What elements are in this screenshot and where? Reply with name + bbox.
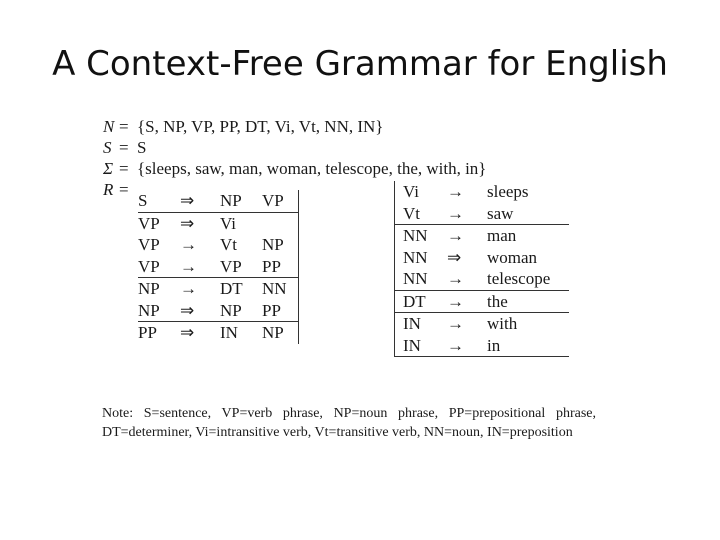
rule-arrow: →	[180, 235, 197, 254]
rule-r1: telescope	[487, 269, 551, 288]
rule-r1: with	[487, 313, 569, 335]
rule-r1: Vt	[220, 235, 237, 254]
rule-row	[395, 181, 570, 203]
rule-row	[138, 278, 299, 300]
rule-lhs: PP	[138, 322, 180, 344]
rule-arrow: ⇒	[180, 191, 195, 210]
rule-r1: woman	[487, 247, 538, 267]
rule-arrow: →	[180, 256, 197, 276]
rule-lhs: VP	[138, 212, 180, 234]
rule-r1: man	[487, 225, 569, 247]
rules-definition: R =	[103, 180, 129, 199]
rule-arrow: →	[447, 203, 464, 223]
rule-arrow: ⇒	[180, 212, 220, 234]
rule-arrow: →	[447, 335, 464, 355]
lexical-rules-table	[394, 181, 569, 357]
rule-r2: NP	[262, 235, 284, 254]
rule-row	[395, 313, 570, 335]
slide-title: A Context-Free Grammar for English	[52, 44, 668, 84]
rule-arrow: →	[447, 225, 487, 247]
rule-lhs: NN	[403, 269, 428, 288]
terminals-definition: Σ = {sleeps, saw, man, woman, telescope, the, with, in}	[103, 159, 487, 178]
rule-lhs: Vi	[403, 182, 419, 201]
rule-lhs: VP	[138, 235, 160, 254]
rule-lhs: NP	[138, 278, 180, 300]
rule-lhs: IN	[403, 335, 421, 355]
rule-lhs: Vt	[403, 203, 420, 223]
rule-row	[395, 203, 570, 225]
rule-lhs: VP	[138, 256, 160, 276]
rule-row	[395, 290, 570, 313]
rule-r2	[262, 212, 299, 234]
rule-arrow: →	[447, 182, 464, 201]
rule-arrow: →	[447, 269, 464, 288]
rule-lhs: NN	[403, 247, 428, 267]
rule-r1: the	[487, 290, 569, 313]
rule-lhs: IN	[395, 313, 448, 335]
rule-r1: NP	[220, 300, 242, 320]
rule-r1: VP	[220, 256, 242, 276]
rule-row	[395, 225, 570, 247]
rule-row	[395, 247, 570, 269]
rule-row	[138, 300, 299, 322]
start-symbol-definition: S = S	[103, 138, 147, 157]
rule-r1: saw	[487, 203, 514, 223]
rule-r2: PP	[262, 300, 281, 320]
rule-r1: IN	[220, 322, 262, 344]
rule-r2: PP	[262, 256, 281, 276]
rule-r2: VP	[262, 191, 284, 210]
rule-arrow: ⇒	[180, 300, 195, 320]
rule-arrow: →	[447, 313, 487, 335]
rule-arrow: ⇒	[180, 322, 220, 344]
rule-r2: NN	[262, 278, 299, 300]
phrase-rules-table	[138, 190, 299, 344]
rule-r2: NP	[262, 322, 299, 344]
rule-row	[395, 335, 570, 357]
rule-r1: Vi	[220, 212, 262, 234]
nonterminals-definition: N = {S, NP, VP, PP, DT, Vi, Vt, NN, IN}	[103, 117, 384, 136]
rule-lhs: DT	[395, 290, 448, 313]
rule-r1: sleeps	[487, 182, 529, 201]
rule-row	[395, 268, 570, 290]
rule-row	[138, 212, 299, 234]
rule-row	[138, 322, 299, 344]
rule-r1: NP	[220, 191, 242, 210]
rule-arrow: →	[180, 278, 220, 300]
rule-r1: in	[487, 335, 501, 355]
rule-arrow: ⇒	[447, 247, 462, 267]
rule-arrow: →	[447, 290, 487, 313]
rule-row	[138, 234, 299, 256]
rule-lhs: NN	[395, 225, 448, 247]
rule-lhs: NP	[138, 300, 160, 320]
rule-r1: DT	[220, 278, 262, 300]
rule-row	[138, 190, 299, 212]
rule-lhs: S	[138, 191, 148, 210]
rule-row	[138, 256, 299, 278]
note-text: Note: S=sentence, VP=verb phrase, NP=noun phrase, PP=prepositional phrase, DT=determiner, Vi=intransitive verb, Vt=transitive verb, NN=noun, IN=preposition	[102, 406, 596, 440]
